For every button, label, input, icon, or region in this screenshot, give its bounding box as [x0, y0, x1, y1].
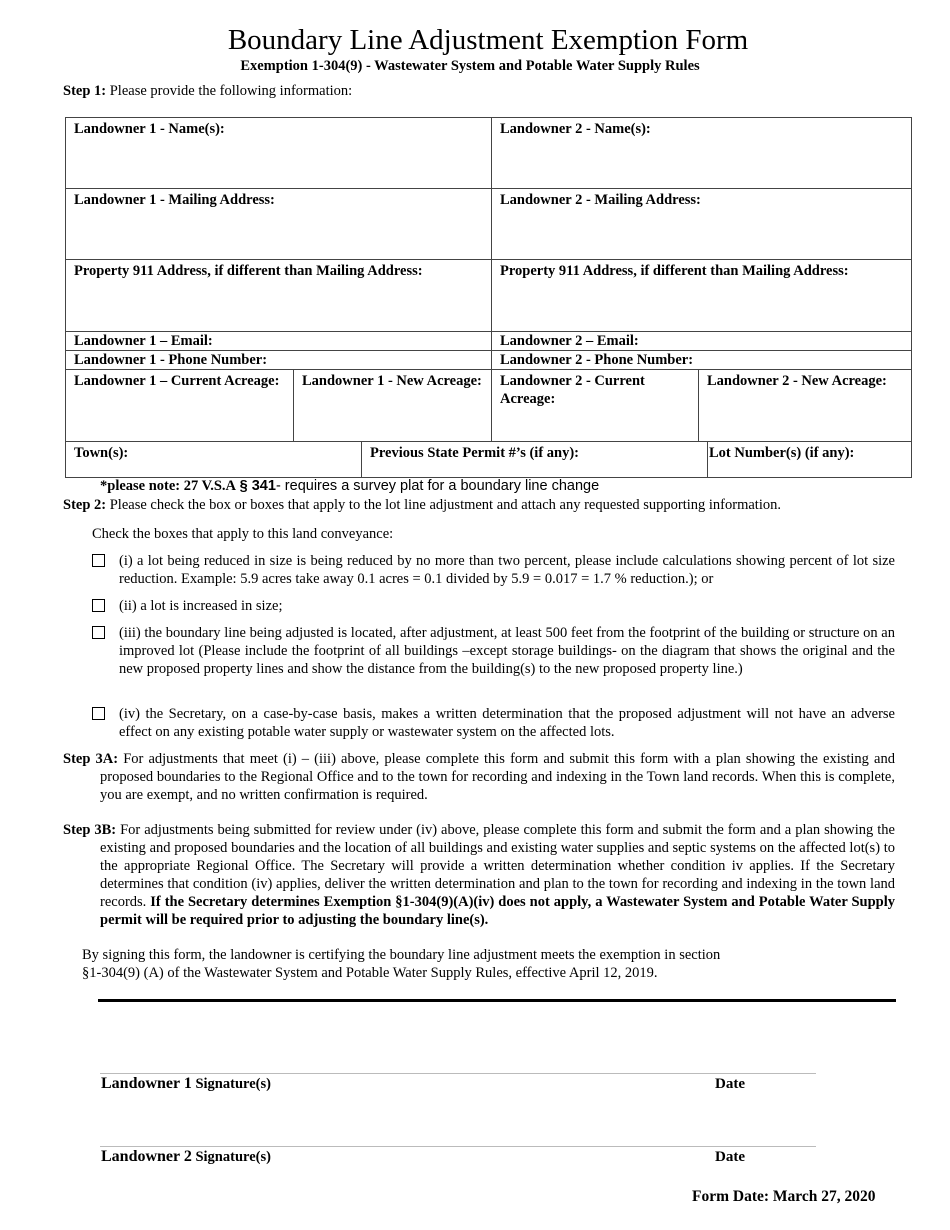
landowner2-phone-label: Landowner 2 - Phone Number: [500, 352, 694, 368]
form-date: Form Date: March 27, 2020 [692, 1188, 876, 1205]
landowner2-current-acreage-field[interactable] [492, 370, 699, 442]
step2-intro: Check the boxes that apply to this land conveyance: [92, 526, 394, 542]
landowner2-email-field[interactable] [492, 332, 912, 351]
option-iv [92, 705, 895, 741]
landowner1-signature-line[interactable] [100, 1073, 816, 1074]
landowner1-name-field[interactable] [66, 118, 492, 189]
landowner2-911-field[interactable] [492, 260, 912, 332]
form-title: Boundary Line Adjustment Exemption Form [227, 24, 749, 56]
landowner1-current-acreage-label: Landowner 1 – Current Acreage: [74, 373, 280, 389]
landowner1-signature-label [101, 1075, 271, 1093]
lot-numbers-field[interactable] [708, 442, 912, 478]
landowner2-signature-line[interactable] [100, 1146, 816, 1147]
option-iv-text: (iv) the Secretary, on a case-by-case basis, makes a written determination that the proposed adjustment will not have an adverse effect on any existing potable water supply or wastewater system on the affected lots. [119, 706, 895, 740]
lot-numbers-label: Lot Number(s) (if any): [709, 445, 855, 461]
landowner1-email-field[interactable] [66, 332, 492, 351]
step3a [63, 750, 895, 804]
landowner1-current-acreage-field[interactable] [66, 370, 294, 442]
note-rest: - requires a survey plat for a boundary line change [275, 478, 600, 494]
option-iii [92, 624, 895, 678]
landowner1-name-label: Landowner 1 - Name(s): [74, 121, 225, 137]
landowner1-email-label: Landowner 1 – Email: [74, 333, 213, 349]
landowner1-phone-field[interactable] [66, 351, 492, 370]
landowner1-mailing-field[interactable] [66, 189, 492, 260]
towns-field[interactable] [66, 442, 362, 478]
note-bold: *please note: 27 V.S.A [100, 478, 237, 494]
option-iii-checkbox[interactable] [92, 626, 105, 639]
landowner1-911-label: Property 911 Address, if different than Mailing Address: [74, 263, 423, 279]
landowner2-phone-field[interactable] [492, 351, 912, 370]
option-i [92, 552, 895, 588]
step1-label: Step 1: [63, 83, 107, 99]
landowner2-current-acreage-label: Landowner 2 - Current Acreage: [500, 373, 645, 407]
step1-instruction [63, 83, 352, 100]
certification-line2: §1-304(9) (A) of the Wastewater System and Potable Water Supply Rules, effective April 12, 2019. [82, 965, 658, 981]
landowner1-new-acreage-field[interactable] [294, 370, 492, 442]
landowner1-new-acreage-label: Landowner 1 - New Acreage: [302, 373, 482, 389]
option-ii [92, 597, 895, 615]
option-ii-text: (ii) a lot is increased in size; [119, 598, 283, 614]
landowner2-email-label: Landowner 2 – Email: [500, 333, 639, 349]
landowner1-signature-big: Landowner 1 [101, 1075, 192, 1092]
option-i-checkbox[interactable] [92, 554, 105, 567]
landowner-info-table [65, 117, 912, 478]
landowner2-new-acreage-field[interactable] [699, 370, 912, 442]
step3b [63, 821, 895, 929]
option-iv-checkbox[interactable] [92, 707, 105, 720]
step3b-text: For adjustments being submitted for review under (iv) above, please complete this form and submit the form and a plan showing the existing and proposed boundaries and the location of all buildings and existing water supplies and septic systems on the affected lot(s) to the appropriate Regional Office. The Secretary will provide a written determination whether condition iv applies. If the Secretary determines that condition (iv) applies, deliver the written determination and plan to the town for recording and indexing in the town land records. [100, 822, 895, 910]
step2-text: Please check the box or boxes that apply to the lot line adjustment and attach any requested supporting information. [109, 497, 781, 513]
towns-label: Town(s): [74, 445, 129, 461]
divider [98, 999, 896, 1002]
landowner2-signature-big: Landowner 2 [101, 1148, 192, 1165]
previous-permit-label: Previous State Permit #’s (if any): [370, 445, 579, 461]
landowner2-name-field[interactable] [492, 118, 912, 189]
landowner1-phone-label: Landowner 1 - Phone Number: [74, 352, 268, 368]
step2-instruction [63, 497, 781, 514]
form-subtitle: Exemption 1-304(9) - Wastewater System and Potable Water Supply Rules [240, 58, 700, 74]
survey-plat-note [100, 478, 599, 495]
landowner1-signature-small: Signature(s) [195, 1076, 271, 1092]
certification-line1: By signing this form, the landowner is certifying the boundary line adjustment meets the exemption in section [82, 947, 721, 963]
option-i-text: (i) a lot being reduced in size is being reduced by no more than two percent, please include calculations showing percent of lot size reduction. Example: 5.9 acres take away 0.1 acres = 0.1 divided by 5.9 = 0.017 = 1.7 % reduction.); or [119, 553, 895, 587]
option-iii-text: (iii) the boundary line being adjusted is located, after adjustment, at least 500 feet from the footprint of the building or structure on an improved lot (Please include the footprint of all buildings –except storage buildings- on the diagram that shows the original and the new proposed property lines and show the distance from the building(s) to the new proposed property line.) [119, 625, 895, 677]
step3b-label: Step 3B: [63, 822, 117, 838]
landowner2-911-label: Property 911 Address, if different than Mailing Address: [500, 263, 849, 279]
step1-text: Please provide the following information: [109, 83, 353, 99]
note-section: § 341 [239, 478, 276, 494]
landowner2-signature-label [101, 1148, 271, 1166]
landowner1-911-field[interactable] [66, 260, 492, 332]
step3a-label: Step 3A: [63, 751, 119, 767]
certification-text [82, 946, 720, 982]
landowner1-date-label: Date [715, 1076, 745, 1092]
previous-permit-field[interactable] [362, 442, 708, 478]
step3b-bold-text: If the Secretary determines Exemption §1-304(9)(A)(iv) does not apply, a Wastewater System and Potable Water Supply permit will be required prior to adjusting the boundary line(s). [100, 894, 896, 928]
landowner2-name-label: Landowner 2 - Name(s): [500, 121, 651, 137]
landowner2-new-acreage-label: Landowner 2 - New Acreage: [707, 373, 887, 389]
landowner1-mailing-label: Landowner 1 - Mailing Address: [74, 192, 275, 208]
option-ii-checkbox[interactable] [92, 599, 105, 612]
landowner2-mailing-label: Landowner 2 - Mailing Address: [500, 192, 701, 208]
step3a-text: For adjustments that meet (i) – (iii) above, please complete this form and submit this form with a plan showing the existing and proposed boundaries to the Regional Office and to the town for recording and indexing in the Town land records. When this is complete, you are exempt, and no written confirmation is required. [100, 751, 895, 803]
landowner2-signature-small: Signature(s) [195, 1149, 271, 1165]
landowner2-date-label: Date [715, 1149, 745, 1165]
landowner2-mailing-field[interactable] [492, 189, 912, 260]
step2-label: Step 2: [63, 497, 107, 513]
